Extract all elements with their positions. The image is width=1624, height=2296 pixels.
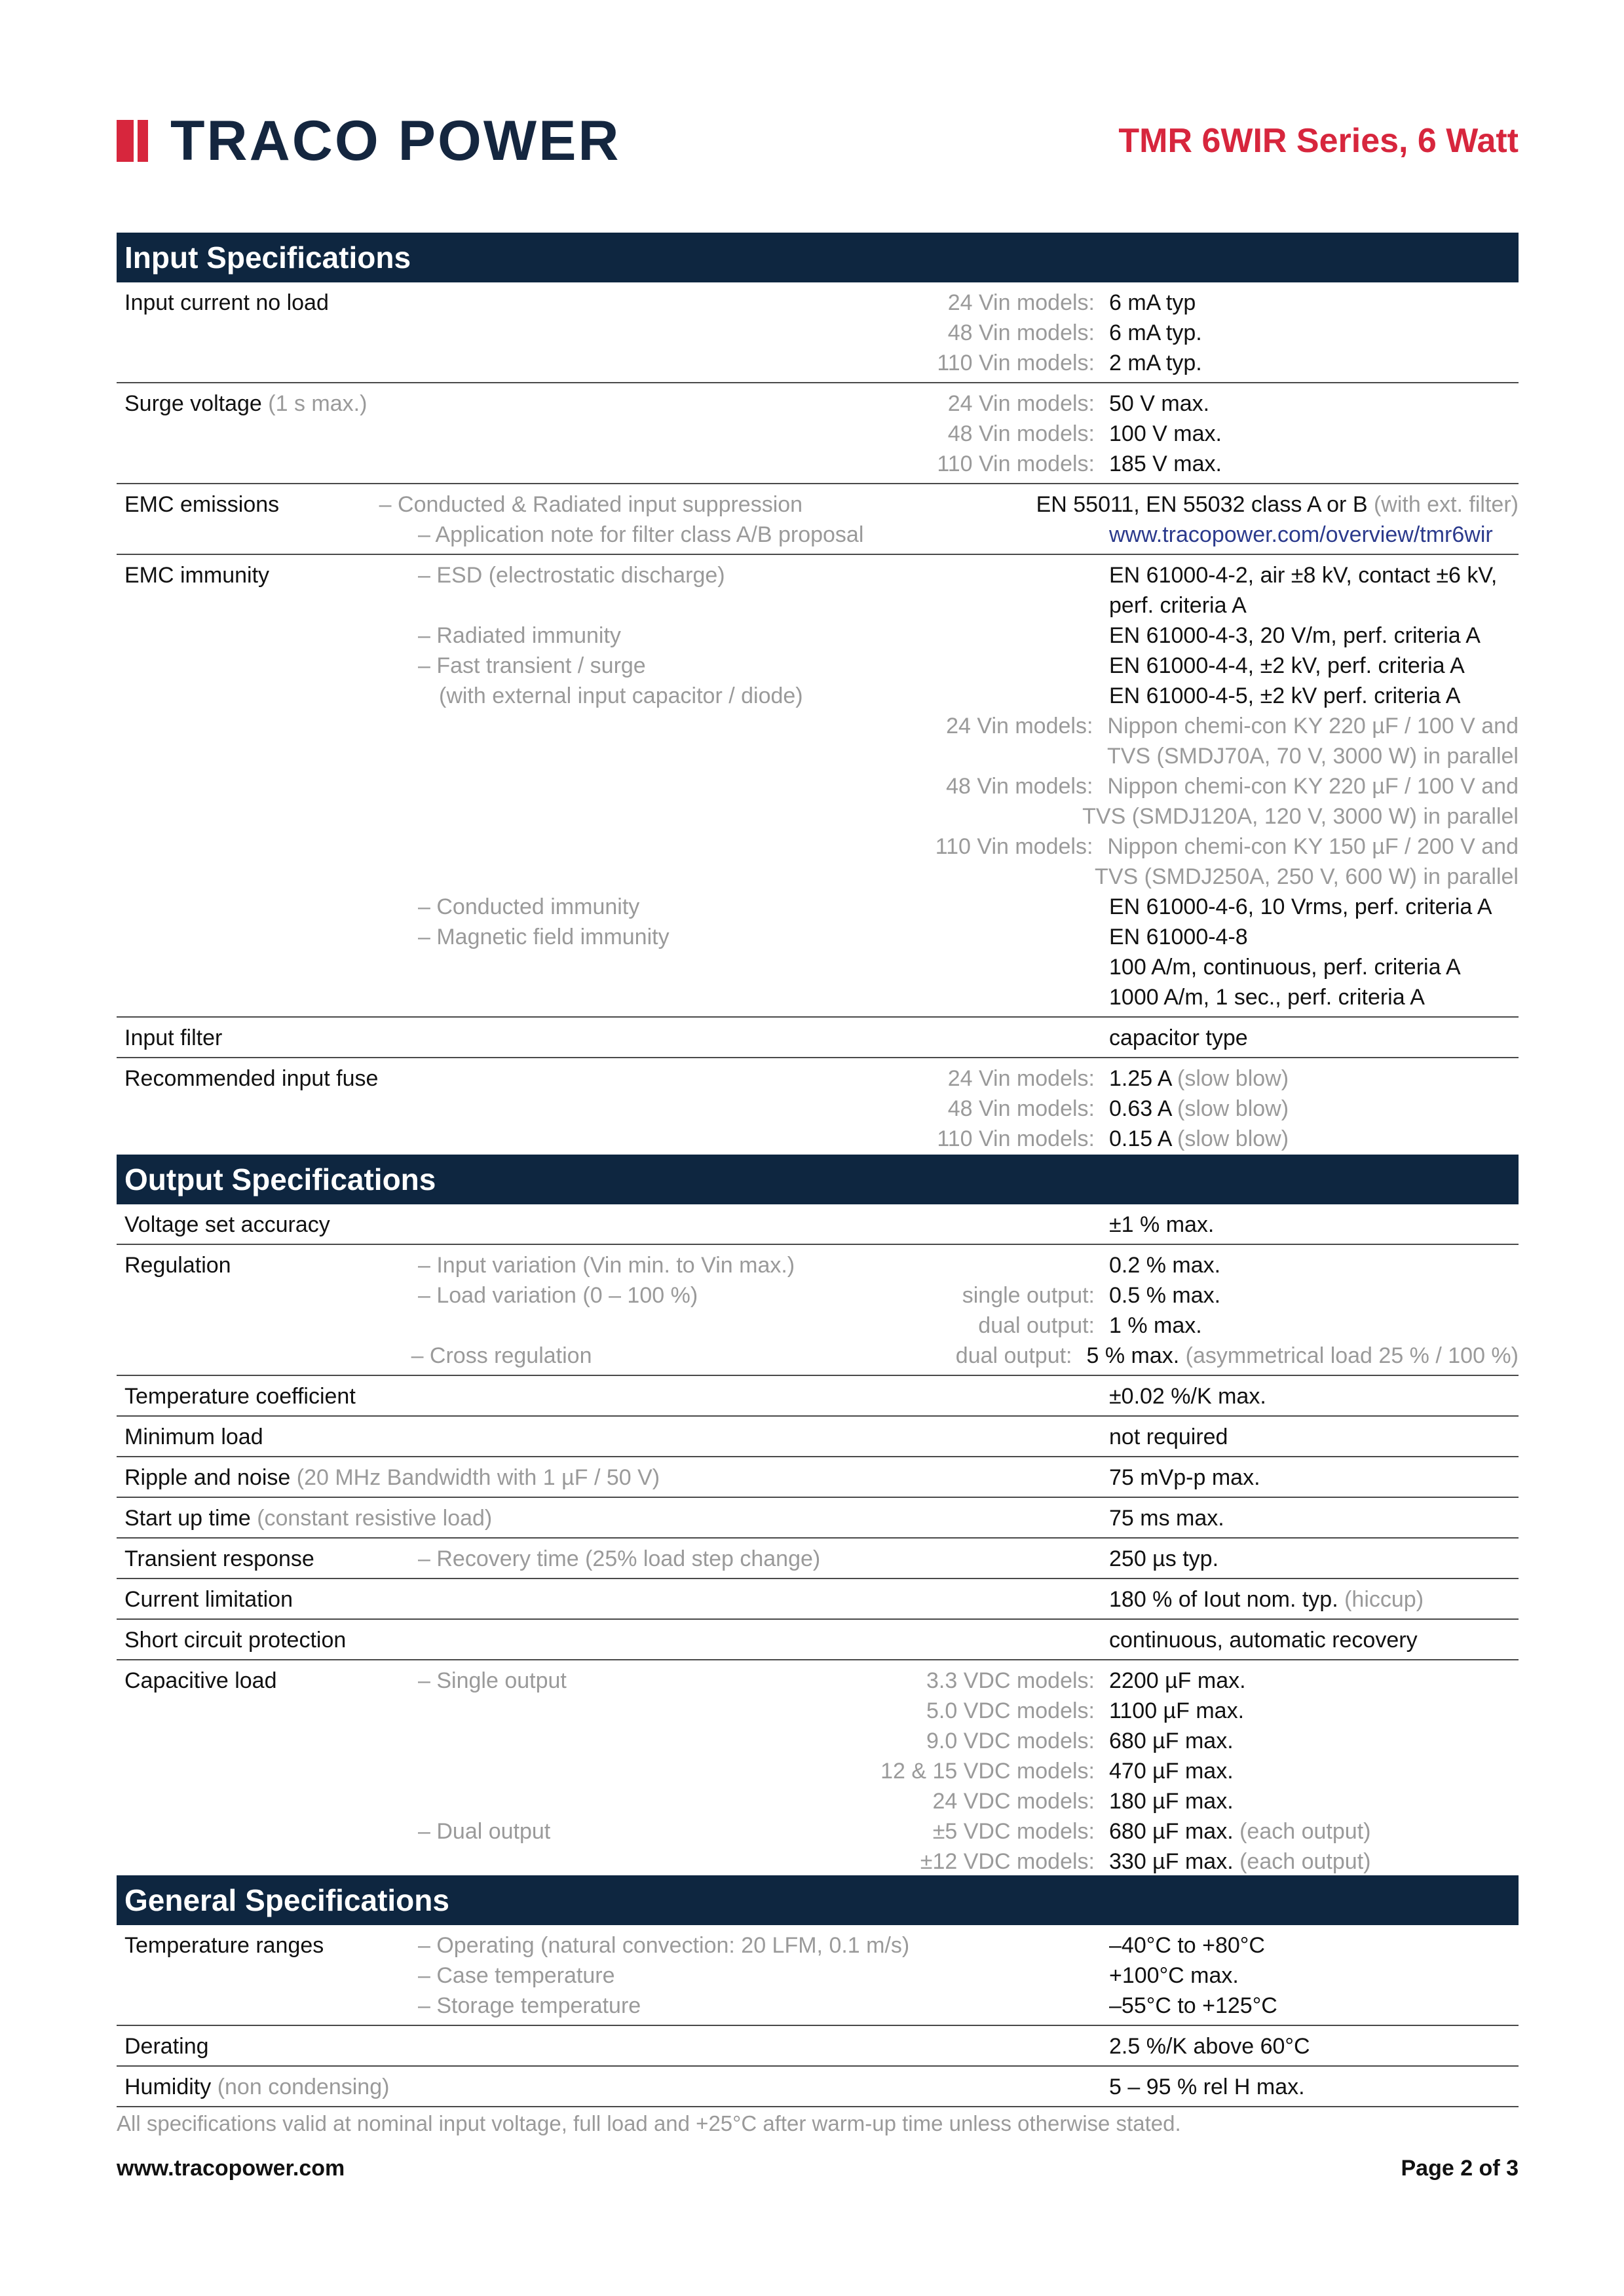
spec-label: Temperature ranges	[124, 1933, 324, 1958]
spec-model: single output:	[962, 1283, 1095, 1308]
spec-value-note: (slow blow)	[1177, 1096, 1289, 1121]
spec-label-note: (20 MHz Bandwidth with 1 µF / 50 V)	[296, 1465, 660, 1490]
spec-row-derating	[117, 2026, 1519, 2067]
spec-model: 24 Vin models:	[946, 714, 1093, 738]
spec-value: 2200 µF max.	[1109, 1668, 1246, 1693]
spec-value: 680 µF max.	[1109, 1729, 1234, 1753]
spec-value: TVS (SMDJ250A, 250 V, 600 W) in parallel	[1095, 864, 1519, 889]
spec-value: 50 V max.	[1109, 391, 1210, 416]
spec-value: 330 µF max.	[1109, 1849, 1234, 1874]
spec-model: ±12 VDC models:	[920, 1849, 1095, 1874]
spec-value: EN 61000-4-2, air ±8 kV, contact ±6 kV,	[1109, 563, 1498, 588]
spec-row-input-fuse	[117, 1058, 1519, 1158]
spec-label-note: (non condensing)	[217, 2075, 390, 2099]
spec-label: Start up time	[124, 1506, 251, 1531]
spec-label: Input current no load	[124, 290, 329, 315]
spec-row-input-current	[117, 282, 1519, 383]
spec-value: ±1 % max.	[1109, 1212, 1215, 1237]
spec-model: 48 Vin models:	[947, 1096, 1095, 1121]
spec-row-voltage-accuracy	[117, 1204, 1519, 1245]
spec-value: +100°C max.	[1109, 1963, 1239, 1988]
spec-label: Recommended input fuse	[124, 1066, 379, 1091]
spec-label: Transient response	[124, 1546, 314, 1571]
spec-value: 2.5 %/K above 60°C	[1109, 2034, 1310, 2059]
spec-value: capacitor type	[1109, 1025, 1248, 1050]
spec-row-current-limitation	[117, 1579, 1519, 1620]
spec-condition: – Load variation (0 – 100 %)	[418, 1283, 698, 1308]
spec-row-regulation	[117, 1245, 1519, 1376]
page-header	[117, 111, 1519, 170]
spec-value-note: (slow blow)	[1177, 1126, 1289, 1151]
spec-label: Current limitation	[124, 1587, 293, 1612]
spec-value: 0.2 % max.	[1109, 1253, 1221, 1278]
spec-condition: – Magnetic field immunity	[418, 925, 670, 949]
spec-model: 110 Vin models:	[937, 451, 1095, 476]
spec-model: 24 Vin models:	[947, 391, 1095, 416]
spec-model: 110 Vin models:	[935, 834, 1093, 859]
logo-mark-icon	[117, 120, 148, 162]
spec-value-note: (slow blow)	[1177, 1066, 1289, 1091]
spec-label: Regulation	[124, 1253, 231, 1278]
spec-row-emc-immunity	[117, 555, 1519, 1018]
spec-value: –40°C to +80°C	[1109, 1933, 1265, 1958]
spec-value: Nippon chemi-con KY 220 µF / 100 V and	[1107, 714, 1519, 738]
spec-model: 9.0 VDC models:	[926, 1729, 1095, 1753]
spec-label: Surge voltage	[124, 391, 262, 416]
spec-value-note: (asymmetrical load 25 % / 100 %)	[1185, 1343, 1519, 1368]
spec-condition: – Case temperature	[418, 1963, 615, 1988]
spec-label: Short circuit protection	[124, 1628, 347, 1653]
spec-row-temperature-ranges	[117, 1925, 1519, 2026]
spec-value: continuous, automatic recovery	[1109, 1628, 1418, 1653]
section-title: General Specifications	[117, 1875, 1519, 1925]
brand-name: TRACO POWER	[170, 109, 621, 172]
spec-value: 0.15 A	[1109, 1126, 1171, 1151]
spec-model: 5.0 VDC models:	[926, 1698, 1095, 1723]
filter-proposal-link[interactable]: www.tracopower.com/overview/tmr6wir	[1109, 522, 1493, 547]
spec-label: Humidity	[124, 2075, 212, 2099]
spec-value: EN 61000-4-3, 20 V/m, perf. criteria A	[1109, 623, 1481, 648]
spec-row-input-filter	[117, 1018, 1519, 1058]
spec-value-note: (each output)	[1239, 1849, 1371, 1874]
spec-value: 1.25 A	[1109, 1066, 1171, 1091]
spec-value: 100 A/m, continuous, perf. criteria A	[1109, 955, 1461, 980]
spec-value-note: (each output)	[1239, 1819, 1371, 1844]
spec-value: –55°C to +125°C	[1109, 1993, 1277, 2018]
spec-value: not required	[1109, 1425, 1228, 1449]
spec-model: 110 Vin models:	[937, 1126, 1095, 1151]
spec-row-transient-response	[117, 1539, 1519, 1579]
spec-row-ripple-noise	[117, 1457, 1519, 1498]
spec-value: 1 % max.	[1109, 1313, 1202, 1338]
spec-model: 24 VDC models:	[932, 1789, 1095, 1814]
spec-model: 110 Vin models:	[937, 351, 1095, 375]
spec-value: 5 – 95 % rel H max.	[1109, 2075, 1305, 2099]
spec-condition: – Application note for filter class A/B proposal	[418, 522, 864, 547]
spec-row-temp-coefficient	[117, 1376, 1519, 1417]
spec-model: 48 Vin models:	[946, 774, 1093, 799]
spec-condition: (with external input capacitor / diode)	[439, 683, 803, 708]
spec-row-humidity	[117, 2067, 1519, 2107]
spec-value: 0.5 % max.	[1109, 1283, 1221, 1308]
footnote: All specifications valid at nominal input voltage, full load and +25°C after warm-up time unless otherwise stated.	[117, 2111, 1181, 2135]
spec-value: ±0.02 %/K max.	[1109, 1384, 1266, 1409]
page-number: Page 2 of 3	[1401, 2156, 1519, 2181]
spec-model: dual output:	[955, 1343, 1072, 1368]
spec-label-note: (1 s max.)	[268, 391, 368, 416]
spec-value: 250 µs typ.	[1109, 1546, 1219, 1571]
spec-model: 12 & 15 VDC models:	[880, 1759, 1095, 1784]
spec-value: EN 61000-4-6, 10 Vrms, perf. criteria A	[1109, 894, 1492, 919]
spec-value: 470 µF max.	[1109, 1759, 1234, 1784]
input-specifications	[117, 233, 1519, 1158]
spec-value: Nippon chemi-con KY 220 µF / 100 V and	[1107, 774, 1519, 799]
spec-label: Voltage set accuracy	[124, 1212, 330, 1237]
spec-label: Capacitive load	[124, 1668, 277, 1693]
spec-value-note: (hiccup)	[1344, 1587, 1424, 1612]
spec-value: 75 ms max.	[1109, 1506, 1224, 1531]
spec-value: 100 V max.	[1109, 421, 1222, 446]
spec-condition: – Storage temperature	[418, 1993, 641, 2018]
spec-model: dual output:	[978, 1313, 1095, 1338]
spec-condition: – ESD (electrostatic discharge)	[418, 563, 725, 588]
footer-website-link[interactable]: www.tracopower.com	[117, 2156, 345, 2181]
brand-logo	[117, 111, 621, 170]
spec-condition: – Fast transient / surge	[418, 653, 646, 678]
spec-value: EN 61000-4-5, ±2 kV perf. criteria A	[1109, 683, 1461, 708]
spec-value: TVS (SMDJ70A, 70 V, 3000 W) in parallel	[1106, 744, 1519, 769]
general-specifications	[117, 1875, 1519, 2107]
spec-model: 24 Vin models:	[947, 290, 1095, 315]
spec-value: perf. criteria A	[1109, 593, 1247, 618]
spec-value: 180 % of Iout nom. typ.	[1109, 1587, 1338, 1612]
spec-row-surge-voltage	[117, 383, 1519, 484]
spec-value: 0.63 A	[1109, 1096, 1171, 1121]
spec-condition: – Single output	[418, 1668, 567, 1693]
spec-value: Nippon chemi-con KY 150 µF / 200 V and	[1107, 834, 1519, 859]
spec-value: 75 mVp-p max.	[1109, 1465, 1260, 1490]
spec-row-short-circuit	[117, 1620, 1519, 1660]
spec-value: EN 61000-4-4, ±2 kV, perf. criteria A	[1109, 653, 1465, 678]
spec-value: 6 mA typ.	[1109, 320, 1202, 345]
spec-value: 5 % max.	[1086, 1343, 1180, 1368]
spec-model: ±5 VDC models:	[932, 1819, 1095, 1844]
spec-label: EMC emissions	[124, 492, 280, 517]
spec-model: 48 Vin models:	[947, 320, 1095, 345]
spec-condition: – Input variation (Vin min. to Vin max.)	[418, 1253, 795, 1278]
spec-model: 24 Vin models:	[947, 1066, 1095, 1091]
spec-condition: – Conducted immunity	[418, 894, 640, 919]
spec-value: TVS (SMDJ120A, 120 V, 3000 W) in parallel	[1082, 804, 1519, 829]
spec-condition: – Recovery time (25% load step change)	[418, 1546, 821, 1571]
spec-label: Input filter	[124, 1025, 223, 1050]
section-title: Output Specifications	[117, 1155, 1519, 1204]
spec-value: 180 µF max.	[1109, 1789, 1234, 1814]
spec-row-startup-time	[117, 1498, 1519, 1539]
spec-label-note: (constant resistive load)	[257, 1506, 493, 1531]
spec-value: 185 V max.	[1109, 451, 1222, 476]
spec-value-note: (with ext. filter)	[1373, 492, 1519, 517]
spec-model: 3.3 VDC models:	[926, 1668, 1095, 1693]
spec-condition: – Radiated immunity	[418, 623, 621, 648]
spec-label: Ripple and noise	[124, 1465, 291, 1490]
spec-row-minimum-load	[117, 1417, 1519, 1457]
series-title: TMR 6WIR Series, 6 Watt	[1118, 122, 1519, 160]
spec-label: EMC immunity	[124, 563, 270, 588]
section-title: Input Specifications	[117, 233, 1519, 282]
spec-value: 1000 A/m, 1 sec., perf. criteria A	[1109, 985, 1425, 1010]
spec-row-capacitive-load	[117, 1660, 1519, 1911]
spec-label: Minimum load	[124, 1425, 263, 1449]
spec-row-emc-emissions	[117, 484, 1519, 555]
spec-value: 6 mA typ	[1109, 290, 1196, 315]
spec-condition: – Dual output	[418, 1819, 551, 1844]
spec-value: EN 55011, EN 55032 class A or B	[1036, 492, 1368, 517]
spec-value: EN 61000-4-8	[1109, 925, 1248, 949]
spec-value: 2 mA typ.	[1109, 351, 1202, 375]
spec-condition: – Operating (natural convection: 20 LFM, 0.1 m/s)	[418, 1933, 910, 1958]
spec-condition: – Cross regulation	[411, 1343, 592, 1368]
spec-value: 1100 µF max.	[1109, 1698, 1245, 1723]
spec-label: Derating	[124, 2034, 209, 2059]
spec-condition: – Conducted & Radiated input suppression	[379, 492, 803, 517]
spec-label: Temperature coefficient	[124, 1384, 356, 1409]
output-specifications	[117, 1155, 1519, 1911]
spec-model: 48 Vin models:	[947, 421, 1095, 446]
spec-value: 680 µF max.	[1109, 1819, 1234, 1844]
